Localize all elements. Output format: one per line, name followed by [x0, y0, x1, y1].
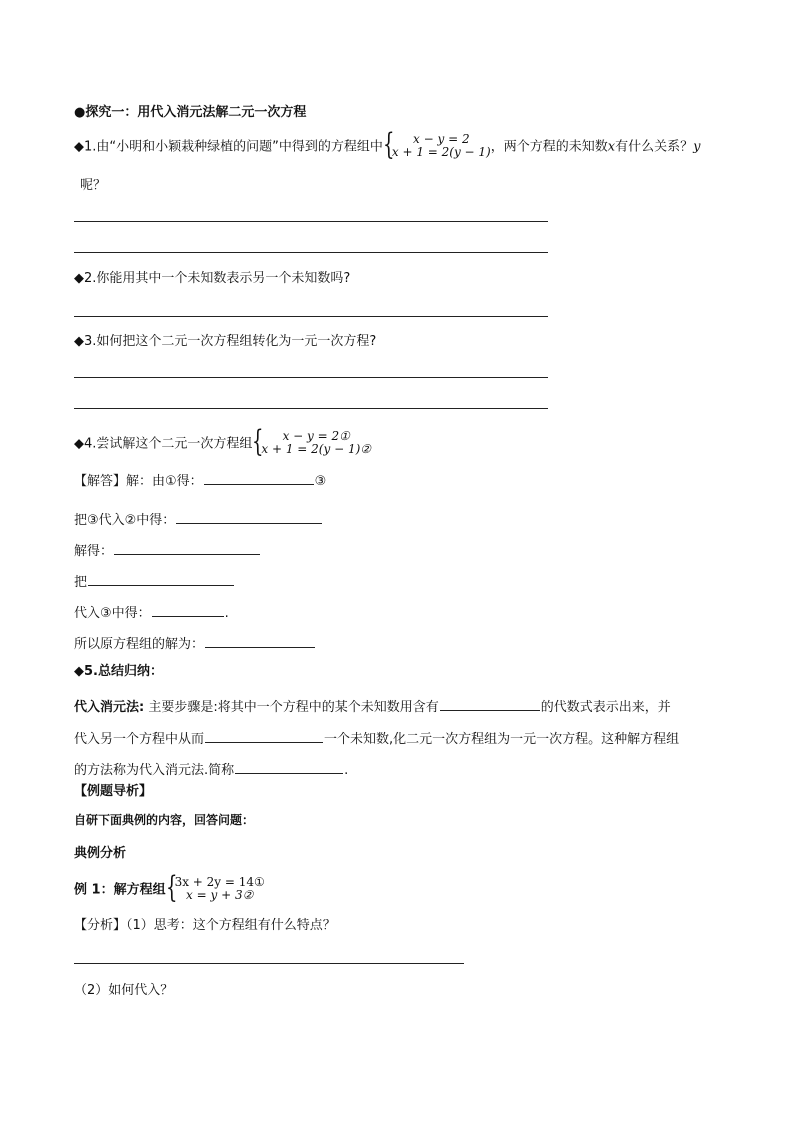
question-1 [74, 127, 701, 162]
equation-1: 3x + 2y = 14① [174, 875, 265, 889]
answer-step-4 [74, 572, 235, 591]
step-label: 代入③中得： [74, 606, 151, 621]
period: . [344, 763, 349, 778]
equation-1: x − y = 2① [282, 429, 350, 443]
fill-blank [114, 541, 260, 555]
example-1 [74, 870, 265, 905]
answer-line [74, 252, 548, 253]
fill-blank [205, 634, 315, 648]
summary-text: 的代数式表示出来，并 [540, 700, 671, 715]
brace-icon: { [382, 127, 395, 162]
answer-step-6 [74, 634, 316, 653]
step-label: 解得： [74, 544, 114, 559]
circled-3: ③ [314, 474, 327, 489]
answer-step-5 [74, 603, 229, 622]
question-4 [74, 424, 372, 459]
fill-blank [440, 697, 540, 711]
answer-line [74, 377, 548, 378]
question-1-suffix2: 有什么关系？ [615, 139, 694, 155]
summary-text: 一个未知数,化二元一次方程组为一元一次方程。这种解方程组 [324, 732, 680, 747]
example-1-prefix: 例 1：解方程组 [74, 882, 166, 898]
summary-line-2 [74, 729, 679, 748]
equation-1: x − y = 2 [413, 132, 470, 146]
fill-blank [152, 603, 224, 617]
answer-step-3 [74, 541, 261, 560]
summary-line-1 [74, 697, 671, 716]
example-header: 【例题导析】 [74, 784, 153, 799]
answer-label: 【解答】解：由①得： [74, 474, 203, 489]
answer-step-1 [74, 471, 326, 490]
step-label: 把 [74, 575, 88, 590]
summary-line-3 [74, 760, 348, 779]
brace-icon: { [165, 870, 178, 905]
var-y: y [693, 139, 701, 155]
summary-label: 代入消元法: [74, 700, 145, 715]
question-1-prefix: ◆1.由“小明和小颖栽种绿植的问题”中得到的方程组中 [74, 139, 383, 155]
var-x: x [607, 139, 616, 155]
equation-2: x = y + 3② [186, 888, 254, 902]
summary-text: 代入另一个方程中从而 [74, 732, 205, 747]
step-label: 所以原方程组的解为： [74, 637, 205, 652]
step-label: 把③代入②中得： [74, 513, 176, 528]
equation-system-2 [252, 424, 372, 459]
period: . [224, 606, 229, 621]
equation-system-1 [382, 127, 491, 162]
equation-2: x + 1 = 2(y − 1) [391, 145, 491, 159]
answer-step-2 [74, 510, 323, 529]
answer-line [74, 316, 548, 317]
question-1-suffix: ，两个方程的未知数 [490, 139, 608, 155]
question-1-continuation: 呢？ [80, 178, 107, 193]
equation-system-3 [165, 870, 265, 905]
brace-icon: { [252, 424, 264, 459]
summary-text: 主要步骤是:将其中一个方程中的某个未知数用含有 [144, 700, 439, 715]
fill-blank [204, 471, 314, 485]
fill-blank [88, 572, 234, 586]
question-3: ◆3.如何把这个二元一次方程组转化为一元一次方程? [74, 334, 377, 349]
answer-line [74, 408, 548, 409]
fill-blank [205, 729, 323, 743]
answer-line [74, 221, 548, 222]
fill-blank [235, 760, 343, 774]
question-2: ◆2.你能用其中一个未知数表示另一个未知数吗? [74, 271, 351, 286]
answer-line [74, 963, 464, 964]
analysis-question-2: （2）如何代入？ [74, 983, 174, 998]
equation-2: x + 1 = 2(y − 1)② [261, 442, 372, 456]
question-5: ◆5.总结归纳： [74, 664, 163, 679]
section-title: ●探究一：用代入消元法解二元一次方程 [74, 105, 307, 120]
analysis-question-1: 【分析】（1）思考：这个方程组有什么特点？ [74, 918, 336, 933]
fill-blank [176, 510, 322, 524]
analysis-title: 典例分析 [74, 846, 127, 861]
summary-text: 的方法称为代入消元法.简称 [74, 763, 235, 778]
question-4-prefix: ◆4.尝试解这个二元一次方程组 [74, 436, 253, 452]
example-instruction: 自研下面典例的内容，回答问题： [74, 813, 255, 827]
